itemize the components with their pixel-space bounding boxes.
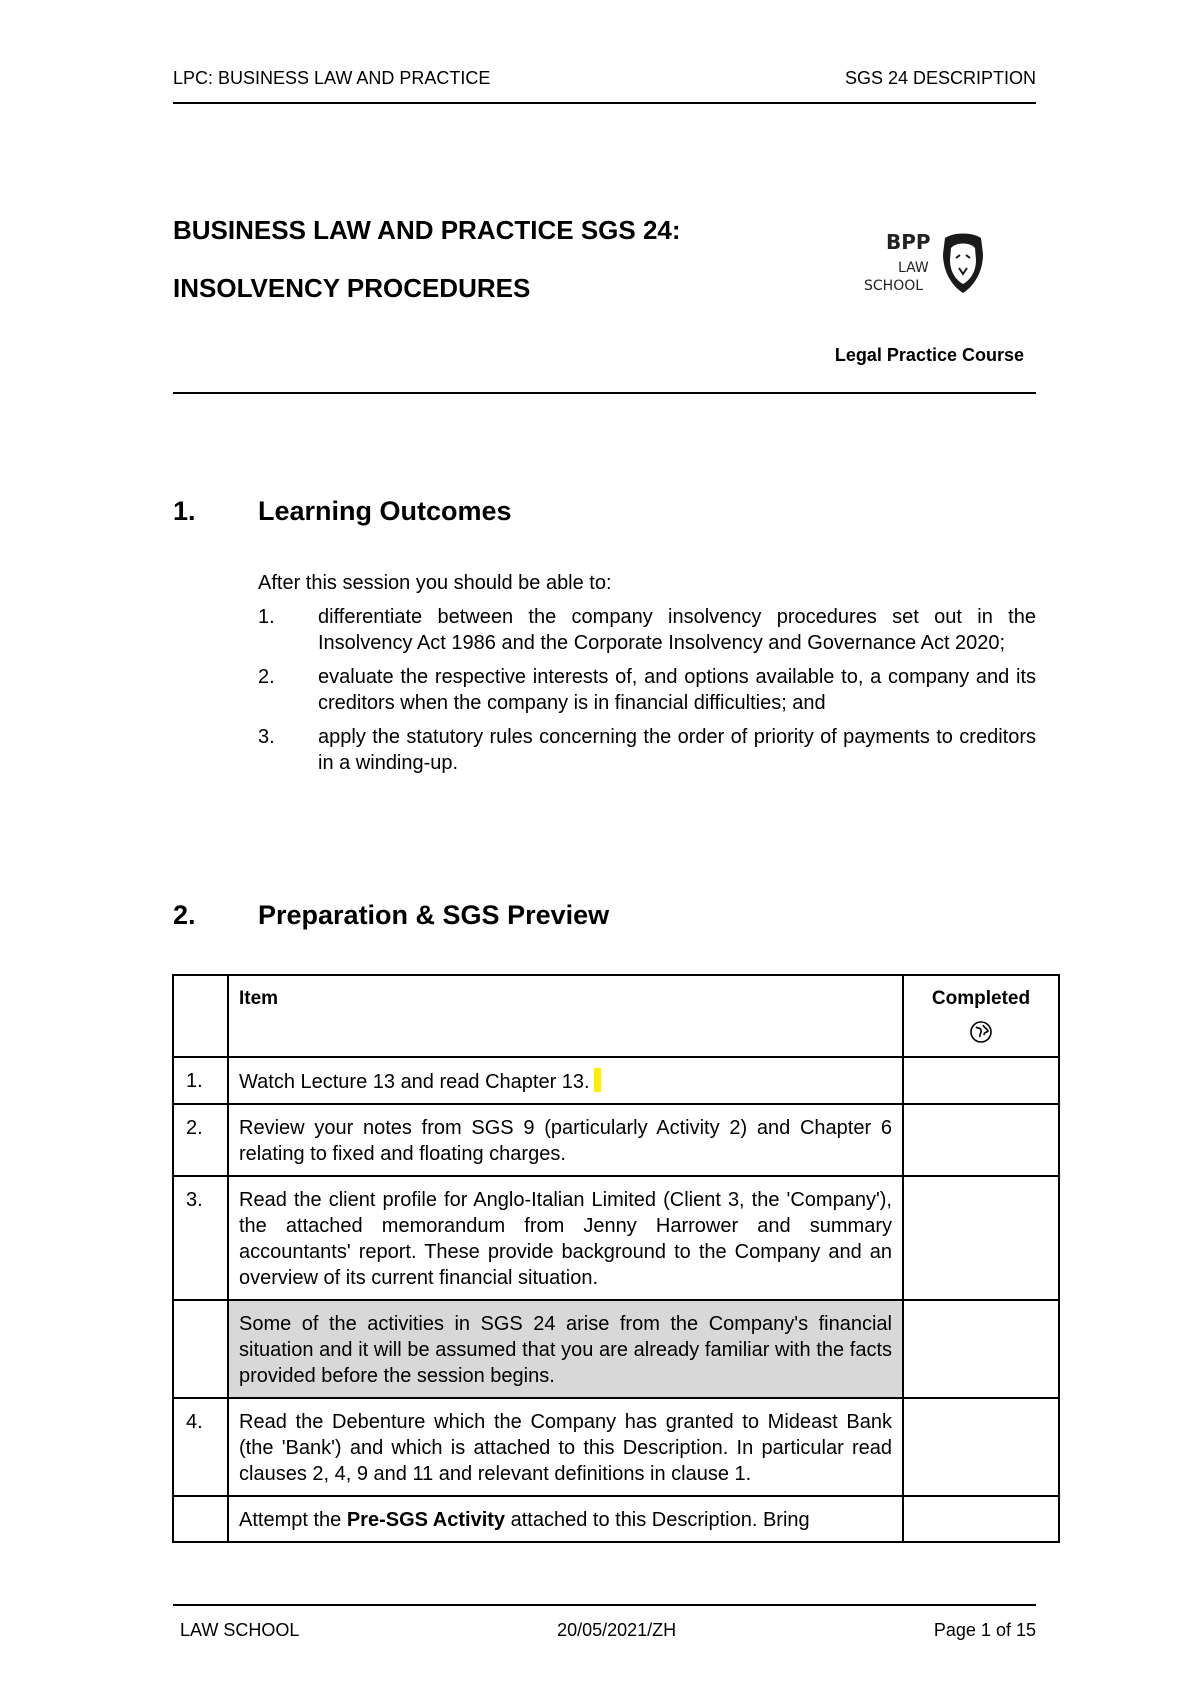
highlight-marker	[594, 1068, 601, 1092]
bpp-logo	[864, 230, 994, 300]
table-header-row	[173, 975, 1059, 1057]
preparation-table	[172, 974, 1060, 1543]
lion-head-icon	[943, 234, 983, 294]
completed-cell[interactable]	[903, 1496, 1059, 1542]
header-rule	[173, 102, 1036, 104]
table-row: 2. Review your notes from SGS 9 (particularly Activity 2) and Chapter 6 relating to fixed and floating charges.	[173, 1104, 1059, 1176]
title-rule	[173, 392, 1036, 394]
page-header	[173, 68, 1036, 89]
page-footer	[180, 1620, 1036, 1641]
logo-bpp: BPP	[886, 230, 931, 254]
header-left: LPC: BUSINESS LAW AND PRACTICE	[173, 68, 491, 88]
logo-law: LAW	[898, 260, 929, 276]
course-subtitle: Legal Practice Course	[834, 345, 1024, 365]
outcomes-intro: After this session you should be able to:	[258, 572, 612, 594]
completed-cell[interactable]	[903, 1398, 1059, 1496]
header-item: Item	[228, 975, 903, 1057]
table-row: Some of the activities in SGS 24 arise from the Company's financial situation and it will be assumed that you are already familiar with the facts provided before the session begins.	[173, 1300, 1059, 1398]
completed-cell[interactable]	[903, 1176, 1059, 1300]
section-preparation-heading	[173, 900, 609, 931]
table-row: 4. Read the Debenture which the Company has granted to Mideast Bank (the 'Bank') and which is attached to this Description. In particular read clauses 2, 4, 9 and 11 and relevant definitions in clause 1.	[173, 1398, 1059, 1496]
list-item: 1. differentiate between the company insolvency procedures set out in the Insolvency Act 1986 and the Corporate Insolvency and Governance Act 2020;	[258, 606, 1036, 654]
list-item: 3. apply the statutory rules concerning the order of priority of payments to creditors in a winding-up.	[258, 726, 1036, 774]
completed-cell[interactable]	[903, 1300, 1059, 1398]
doc-title-line1: BUSINESS LAW AND PRACTICE SGS 24:	[173, 215, 681, 245]
section-number: 1.	[173, 496, 196, 526]
globe-icon	[969, 1020, 993, 1044]
table-row: Attempt the Pre-SGS Activity attached to this Description. Bring	[173, 1496, 1059, 1542]
outcomes-list	[258, 604, 1036, 784]
table-row: 1. Watch Lecture 13 and read Chapter 13.	[173, 1057, 1059, 1104]
section-learning-outcomes-heading	[173, 496, 512, 527]
footer-page-number: Page 1 of 15	[933, 1620, 1036, 1640]
footer-center: 20/05/2021/ZH	[557, 1620, 677, 1640]
header-right: SGS 24 DESCRIPTION	[844, 68, 1036, 88]
section-title: Learning Outcomes	[258, 496, 512, 526]
logo-school: SCHOOL	[864, 278, 924, 294]
completed-cell[interactable]	[903, 1104, 1059, 1176]
completed-cell[interactable]	[903, 1057, 1059, 1104]
footer-left: LAW SCHOOL	[180, 1620, 300, 1640]
section-number: 2.	[173, 900, 196, 930]
section-title: Preparation & SGS Preview	[258, 900, 610, 930]
footer-rule	[173, 1604, 1036, 1606]
table-row: 3. Read the client profile for Anglo-Italian Limited (Client 3, the 'Company'), the attached memorandum from Jenny Harrower and summary accountants' report. These provide background to the Company and an overview of its current financial situation.	[173, 1176, 1059, 1300]
header-completed: Completed	[931, 988, 1031, 1009]
list-item: 2. evaluate the respective interests of, and options available to, a company and its creditors when the company is in financial difficulties; and	[258, 666, 1036, 714]
doc-title-line2: INSOLVENCY PROCEDURES	[173, 273, 531, 303]
